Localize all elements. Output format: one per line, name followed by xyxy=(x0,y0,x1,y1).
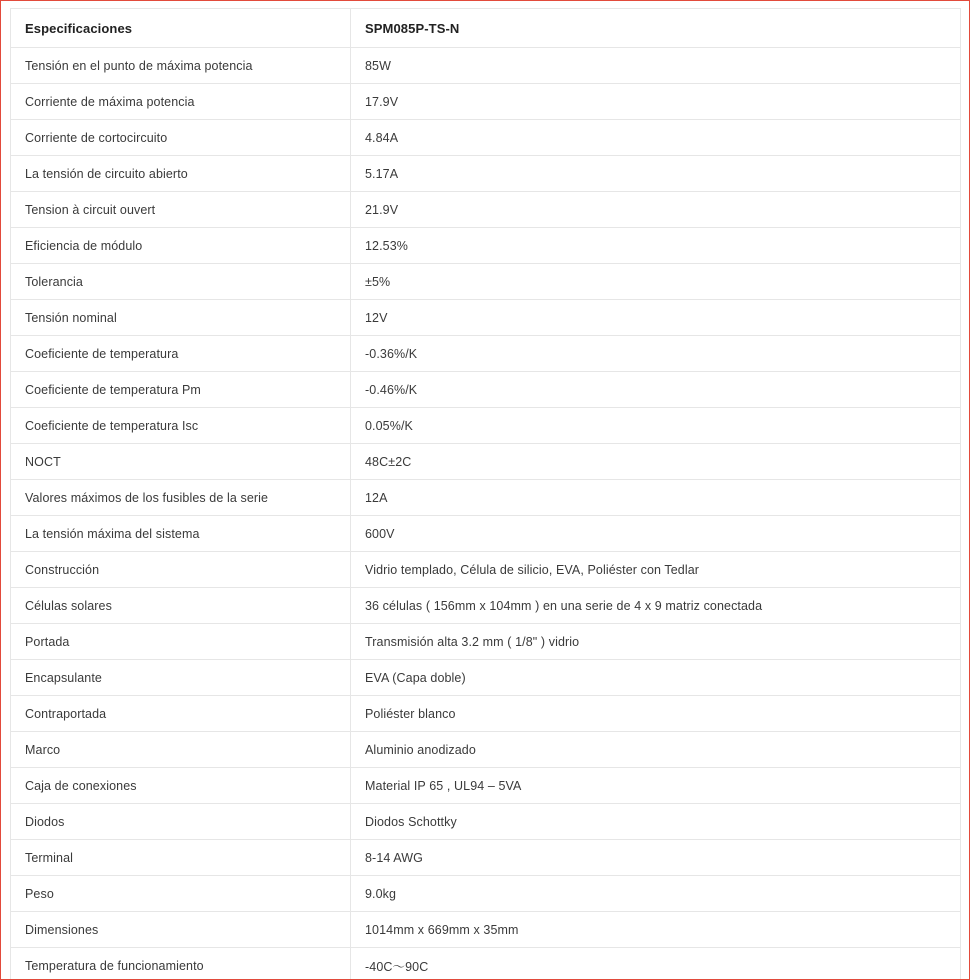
table-row xyxy=(11,48,961,84)
spec-label: Coeficiente de temperatura Isc xyxy=(11,408,351,444)
spec-value: 48C±2C xyxy=(351,444,961,480)
spec-label: Coeficiente de temperatura Pm xyxy=(11,372,351,408)
spec-value: EVA (Capa doble) xyxy=(351,660,961,696)
spec-label: La tensión máxima del sistema xyxy=(11,516,351,552)
table-row xyxy=(11,372,961,408)
column-header-specification: Especificaciones xyxy=(11,9,351,48)
spec-value: 36 células ( 156mm x 104mm ) en una serie de 4 x 9 matriz conectada xyxy=(351,588,961,624)
table-row xyxy=(11,948,961,980)
spec-label: Dimensiones xyxy=(11,912,351,948)
spec-value: -0.46%/K xyxy=(351,372,961,408)
spec-value: 600V xyxy=(351,516,961,552)
spec-value: -40C～90C xyxy=(351,948,961,980)
spec-value: 1014mm x 669mm x 35mm xyxy=(351,912,961,948)
specifications-table xyxy=(10,8,961,980)
spec-value: 0.05%/K xyxy=(351,408,961,444)
table-row xyxy=(11,300,961,336)
spec-label: Construcción xyxy=(11,552,351,588)
table-row xyxy=(11,696,961,732)
spec-value: 9.0kg xyxy=(351,876,961,912)
spec-label: Temperatura de funcionamiento xyxy=(11,948,351,980)
table-row xyxy=(11,264,961,300)
spec-value: ±5% xyxy=(351,264,961,300)
spec-label: Tolerancia xyxy=(11,264,351,300)
table-row xyxy=(11,840,961,876)
table-row xyxy=(11,588,961,624)
spec-label: Tensión en el punto de máxima potencia xyxy=(11,48,351,84)
table-row xyxy=(11,120,961,156)
table-row xyxy=(11,552,961,588)
spec-label: Terminal xyxy=(11,840,351,876)
spec-label: Encapsulante xyxy=(11,660,351,696)
spec-label: Tensión nominal xyxy=(11,300,351,336)
spec-label: Diodos xyxy=(11,804,351,840)
spec-value: 17.9V xyxy=(351,84,961,120)
table-row xyxy=(11,408,961,444)
spec-label: Células solares xyxy=(11,588,351,624)
spec-value: Transmisión alta 3.2 mm ( 1/8" ) vidrio xyxy=(351,624,961,660)
table-row xyxy=(11,192,961,228)
spec-label: Marco xyxy=(11,732,351,768)
spec-value: Aluminio anodizado xyxy=(351,732,961,768)
spec-value: 85W xyxy=(351,48,961,84)
table-row xyxy=(11,228,961,264)
table-row xyxy=(11,876,961,912)
table-row xyxy=(11,444,961,480)
spec-value: Diodos Schottky xyxy=(351,804,961,840)
table-header xyxy=(11,9,961,48)
spec-value: Poliéster blanco xyxy=(351,696,961,732)
spec-value: Material IP 65 , UL94 – 5VA xyxy=(351,768,961,804)
table-row xyxy=(11,660,961,696)
spec-label: Valores máximos de los fusibles de la serie xyxy=(11,480,351,516)
spec-value: 12V xyxy=(351,300,961,336)
table-body xyxy=(11,48,961,980)
table-row xyxy=(11,912,961,948)
spec-label: Peso xyxy=(11,876,351,912)
table-row xyxy=(11,156,961,192)
spec-value: 8-14 AWG xyxy=(351,840,961,876)
spec-value: 4.84A xyxy=(351,120,961,156)
spec-label: La tensión de circuito abierto xyxy=(11,156,351,192)
spec-label: Corriente de máxima potencia xyxy=(11,84,351,120)
table-row xyxy=(11,768,961,804)
table-row xyxy=(11,804,961,840)
spec-value: Vidrio templado, Célula de silicio, EVA, Poliéster con Tedlar xyxy=(351,552,961,588)
column-header-model: SPM085P-TS-N xyxy=(351,9,961,48)
spec-label: NOCT xyxy=(11,444,351,480)
table-row xyxy=(11,480,961,516)
spec-label: Tension à circuit ouvert xyxy=(11,192,351,228)
table-row xyxy=(11,336,961,372)
table-row xyxy=(11,624,961,660)
spec-value: 12A xyxy=(351,480,961,516)
spec-value: 5.17A xyxy=(351,156,961,192)
table-header-row xyxy=(11,9,961,48)
spec-value: 21.9V xyxy=(351,192,961,228)
spec-label: Corriente de cortocircuito xyxy=(11,120,351,156)
spec-label: Portada xyxy=(11,624,351,660)
spec-label: Contraportada xyxy=(11,696,351,732)
spec-label: Eficiencia de módulo xyxy=(11,228,351,264)
spec-value: 12.53% xyxy=(351,228,961,264)
table-row xyxy=(11,516,961,552)
spec-label: Coeficiente de temperatura xyxy=(11,336,351,372)
table-row xyxy=(11,732,961,768)
table-row xyxy=(11,84,961,120)
spec-value: -0.36%/K xyxy=(351,336,961,372)
spec-label: Caja de conexiones xyxy=(11,768,351,804)
